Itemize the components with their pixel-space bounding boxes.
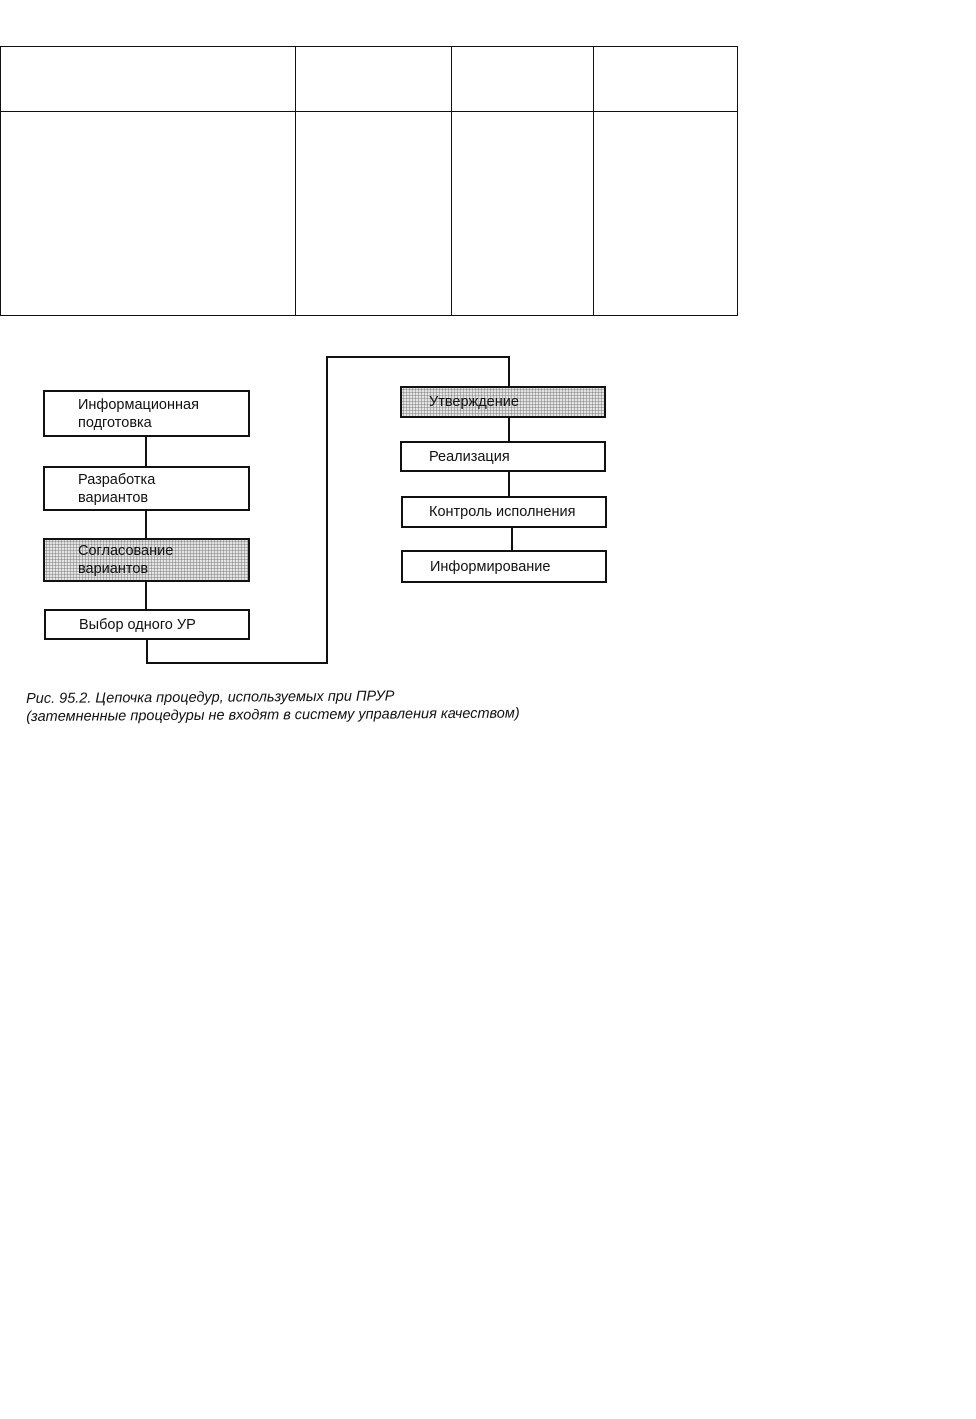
- table-cell: [452, 47, 594, 112]
- step-develop-variants: Разработка вариантов: [43, 466, 250, 511]
- table-row: [1, 112, 738, 316]
- table-cell: [296, 112, 452, 316]
- step-information-preparation: Информационная подготовка: [43, 390, 250, 437]
- table-cell: [296, 47, 452, 112]
- table-cell: [594, 47, 738, 112]
- table-cell: [1, 112, 296, 316]
- figure-caption: [26, 686, 646, 726]
- step-agree-variants: Согласование вариантов: [43, 538, 250, 582]
- table-header-row: [1, 47, 738, 112]
- table-cell: [1, 47, 296, 112]
- empty-table: [0, 46, 738, 316]
- caption-title: Рис. 95.2. Цепочка процедур, используемых при ПРУР: [26, 688, 395, 707]
- caption-note: (затемненные процедуры не входят в систему управления качеством): [26, 705, 520, 725]
- table-cell: [452, 112, 594, 316]
- step-implementation: Реализация: [400, 441, 606, 472]
- table-cell: [594, 112, 738, 316]
- step-execution-control: Контроль исполнения: [401, 496, 607, 528]
- step-informing: Информирование: [401, 550, 607, 583]
- step-choose-one-decision: Выбор одного УР: [44, 609, 250, 640]
- step-approval: Утверждение: [400, 386, 606, 418]
